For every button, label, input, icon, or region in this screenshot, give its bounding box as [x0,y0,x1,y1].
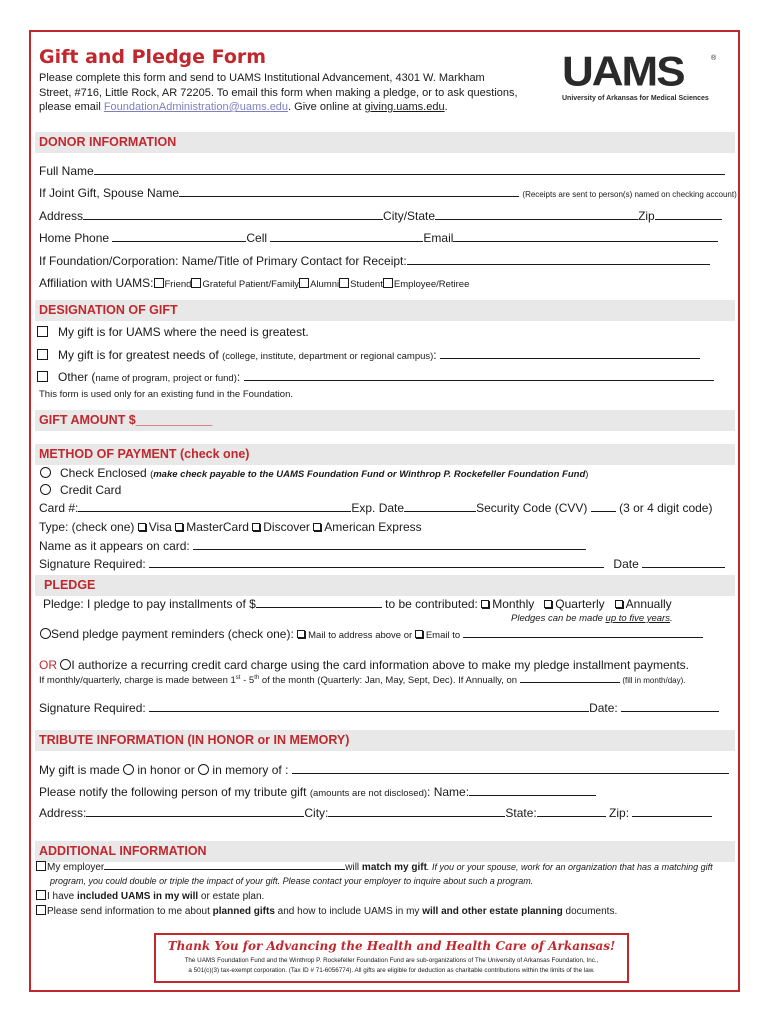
logo-wordmark: UAMS [562,48,684,95]
specific-unit-field[interactable] [440,348,700,359]
or-label: OR [39,658,61,672]
amex-label: American Express [324,520,422,534]
greatest-need-checkbox[interactable] [37,326,48,337]
cvv-label: Security Code (CVV) [476,501,591,515]
specific-unit-hint: (college, institute, department or regional campus) [222,351,434,362]
amex-checkbox[interactable] [313,523,321,531]
employer-will: will [345,862,362,873]
reminders-row [40,627,703,641]
alumni-label: Alumni [310,279,340,290]
cell-label: Cell [246,231,271,245]
existing-fund-note: This form is used only for an existing fund in the Foundation. [39,389,293,400]
in-honor-radio[interactable] [123,764,134,775]
exp-date-label: Exp. Date [351,501,405,515]
pledge-date-field[interactable] [621,701,719,712]
annually-checkbox[interactable] [615,600,623,608]
pledge-signature-label: Signature Required: [39,701,146,715]
recurring-label: I authorize a recurring credit card charge using the card information above to make my pledge installment payments. [71,658,689,672]
pledge-term-note-c: . [669,613,673,624]
card-number-row [39,501,712,515]
tribute-city-label: City: [304,806,329,820]
other-fund-field[interactable] [244,370,714,381]
address-label: Address [39,209,84,223]
mail-reminder-label: Mail to address above or [308,630,415,641]
planned-gifts-c: and how to include UAMS in my [274,906,423,917]
tribute-address-row [39,806,712,820]
zip-label: Zip [638,209,655,223]
charge-timing-c: of the month (Quarterly: Jan, May, Sept, Dec). If Annually, on [259,675,520,686]
foundation-email-link[interactable]: FoundationAdministration@uams.edu [103,101,289,113]
email-label: Email [423,231,454,245]
designation-option-3 [37,370,714,384]
email-reminder-label: Email to [425,630,463,641]
pledge-amount-label: Pledge: I pledge to pay installments of $ [43,597,256,611]
greatest-need-label: My gift is for UAMS where the need is greatest. [58,325,309,339]
uams-logo [562,48,717,102]
spouse-name-field[interactable] [179,186,519,197]
card-type-label: Type: (check one) [39,520,138,534]
pledge-term-note-b: up to five years [605,613,670,624]
specific-unit-label: My gift is for greatest needs of [58,348,223,362]
will-included-c: or estate plan. [198,891,265,902]
thank-you-heading: Thank You for Advancing the Health and Health Care of Arkansas! [167,939,616,953]
check-enclosed-label: Check Enclosed [60,466,147,480]
tribute-zip-label: Zip: [605,806,630,820]
employer-match-gift: match my gift [361,862,427,873]
charge-timing-th: th [254,674,260,681]
planned-gifts-d: will and other estate planning [422,906,563,917]
notify-name-label: : Name: [427,785,470,799]
employer-match-row [36,861,713,873]
mastercard-checkbox[interactable] [175,523,183,531]
in-memory-radio[interactable] [198,764,209,775]
gift-amount-field[interactable]: ___________ [135,413,213,427]
logo-subtitle: University of Arkansas for Medical Sciences [562,95,709,102]
patient-family-label: Grateful Patient/Family [202,279,300,290]
gift-amount-heading: GIFT AMOUNT $ [39,413,136,427]
name-on-card-field[interactable] [193,539,586,550]
intro-mid: . Give online at [288,101,365,113]
discover-label: Discover [263,520,310,534]
check-enclosed-radio[interactable] [40,467,51,478]
quarterly-checkbox[interactable] [544,600,552,608]
other-fund-checkbox[interactable] [37,371,48,382]
pledge-installment-row [43,597,672,611]
in-memory-label: in memory of : [209,763,289,777]
email-reminder-field[interactable] [463,627,703,638]
annual-date-field[interactable] [520,674,620,683]
pledge-section-heading: PLEDGE [35,575,735,596]
designation-option-2 [37,348,700,362]
thank-you-line-1: The UAMS Foundation Fund and the Winthrop P. Rockefeller Foundation Fund are sub-organizations of The University of Arkansas Foundation, Inc., [184,957,599,964]
name-on-card-row [39,539,586,553]
spouse-name-label: If Joint Gift, Spouse Name [39,186,180,200]
employer-match-note-2: program, you could double or triple the impact of your gift. Please contact your employer to inquire about such a program. [50,876,534,886]
full-name-field[interactable] [94,164,725,175]
patient-family-checkbox[interactable] [191,278,201,288]
employer-match-checkbox[interactable] [36,861,46,871]
friend-checkbox[interactable] [154,278,164,288]
will-included-row [36,890,264,902]
other-fund-hint: name of program, project or fund) [95,373,237,384]
city-state-field[interactable] [435,209,638,220]
city-state-label: City/State [383,209,436,223]
will-included-b: included UAMS in my will [77,891,199,902]
tribute-notify-row [39,785,596,799]
tribute-address-label: Address: [39,806,87,820]
visa-checkbox[interactable] [138,523,146,531]
charge-timing-row [39,674,686,686]
mail-reminder-checkbox[interactable] [297,630,305,638]
affiliation-row [39,276,469,290]
zip-field[interactable] [655,209,722,220]
other-fund-label: Other ( [58,370,96,384]
planned-gifts-a: Please send information to me about [47,906,213,917]
pledge-term-note-a: Pledges can be made [511,613,606,624]
tribute-honoree-field[interactable] [292,763,729,774]
check-enclosed-row [40,466,588,480]
specific-unit-checkbox[interactable] [37,349,48,360]
full-name-row [39,164,725,178]
intro-text [39,71,519,115]
planned-gifts-e: documents. [562,906,618,917]
foundation-contact-field[interactable] [407,254,710,265]
giving-website-link[interactable]: giving.uams.edu [364,101,445,113]
gift-amount-section [35,410,735,431]
annually-label: Annually [625,597,672,611]
tribute-section-heading: TRIBUTE INFORMATION (IN HONOR or IN MEMORY) [35,730,735,751]
form-title: Gift and Pledge Form [39,46,267,68]
intro-end: . [444,101,448,113]
donor-section-heading: DONOR INFORMATION [35,132,735,153]
foundation-contact-label: If Foundation/Corporation: Name/Title of Primary Contact for Receipt: [39,254,407,268]
home-phone-field[interactable] [112,231,246,242]
planned-gifts-row [36,905,617,917]
joint-gift-row [39,186,737,200]
credit-card-label: Credit Card [60,483,122,497]
cell-field[interactable] [270,231,423,242]
home-phone-label: Home Phone [39,231,113,245]
friend-label: Friend [164,279,192,290]
address-row [39,209,722,223]
check-note-close: ) [585,469,589,480]
will-included-checkbox[interactable] [36,890,46,900]
employee-retiree-checkbox[interactable] [383,278,393,288]
pledge-date-label: Date: [589,701,618,715]
check-payable-note: make check payable to the UAMS Foundation Fund or Winthrop P. Rockefeller Foundation Fund [153,469,586,480]
in-honor-label: in honor or [134,763,199,777]
logo-registered-mark: ® [711,55,717,62]
payment-section-heading: METHOD OF PAYMENT (check one) [35,444,735,465]
payment-signature-label: Signature Required: [39,557,146,571]
employee-retiree-label: Employee/Retiree [393,279,470,290]
notify-hint: (amounts are not disclosed) [309,788,428,799]
tribute-zip-field[interactable] [632,806,712,817]
charge-timing-b: - 5 [240,675,255,686]
card-number-field[interactable] [78,501,351,512]
affiliation-label: Affiliation with UAMS: [39,276,154,290]
phone-row [39,231,718,245]
discover-checkbox[interactable] [252,523,260,531]
student-label: Student [350,279,383,290]
card-type-row [39,520,422,534]
payment-date-label: Date [613,557,643,571]
additional-section-heading: ADDITIONAL INFORMATION [35,841,735,862]
specific-unit-colon: : [433,348,437,362]
employer-match-note: . If you or your spouse, work for an organization that has a matching gift [426,862,713,872]
pledge-signature-field[interactable] [149,701,589,712]
tribute-address-field[interactable] [86,806,304,817]
reminders-radio[interactable] [40,628,51,639]
planned-gifts-checkbox[interactable] [36,905,46,915]
planned-gifts-b: planned gifts [212,906,275,917]
thank-you-line-2: a 501(c)(3) tax-exempt corporation. (Tax ID # 71-6056774). All gifts are eligible for deduction as charitable contributions within the limits of the law. [188,967,595,974]
credit-card-row [40,483,121,497]
visa-label: Visa [148,520,172,534]
charge-timing-a: If monthly/quarterly, charge is made between 1 [39,675,236,686]
designation-section-heading: DESIGNATION OF GIFT [35,300,735,321]
intro-body: Please complete this form and send to UAMS Institutional Advancement, 4301 W. Markham Street, #716, Little Rock, AR 72205. To email this form when making a pledge, or to ask questions, please email [39,72,518,113]
designation-option-1 [37,325,309,339]
foundation-row [39,254,710,268]
address-field[interactable] [83,209,383,220]
payment-date-field[interactable] [642,557,725,568]
email-field[interactable] [453,231,718,242]
cvv-field[interactable] [591,501,616,512]
recurring-row [39,658,689,672]
notify-label: Please notify the following person of my tribute gift [39,785,310,799]
payment-signature-row [39,557,725,571]
monthly-checkbox[interactable] [481,600,489,608]
pledge-signature-row [39,701,719,715]
pledge-amount-field[interactable] [256,597,382,608]
pledge-contributed-label: to be contributed: [381,597,482,611]
recurring-radio[interactable] [60,659,71,670]
tribute-state-field[interactable] [537,806,606,817]
notify-name-field[interactable] [469,785,596,796]
fill-month-day-note: (fill in month/day). [622,676,686,685]
email-reminder-checkbox[interactable] [415,630,423,638]
alumni-checkbox[interactable] [299,278,309,288]
cvv-note: (3 or 4 digit code) [615,501,713,515]
name-on-card-label: Name as it appears on card: [39,539,190,553]
tribute-made-label: My gift is made [39,763,124,777]
thank-you-box [154,933,629,983]
monthly-label: Monthly [492,597,535,611]
credit-card-radio[interactable] [40,484,51,495]
card-number-label: Card #: [39,501,79,515]
full-name-label: Full Name [39,164,94,178]
mastercard-label: MasterCard [186,520,249,534]
tribute-type-row [39,763,729,777]
charge-timing-st: st [235,674,241,681]
quarterly-label: Quarterly [555,597,605,611]
student-checkbox[interactable] [339,278,349,288]
reminders-label: Send pledge payment reminders (check one): [51,627,298,641]
check-note-open: ( [150,469,154,480]
other-fund-colon: : [236,370,241,384]
will-included-a: I have [47,891,78,902]
receipts-note: (Receipts are sent to person(s) named on checking account) [522,190,737,199]
tribute-state-label: State: [505,806,537,820]
exp-date-field[interactable] [404,501,476,512]
tribute-city-field[interactable] [328,806,505,817]
employer-field[interactable] [104,861,345,870]
employer-label: My employer [47,862,105,873]
pledge-term-note [511,613,673,624]
payment-signature-field[interactable] [149,557,604,568]
